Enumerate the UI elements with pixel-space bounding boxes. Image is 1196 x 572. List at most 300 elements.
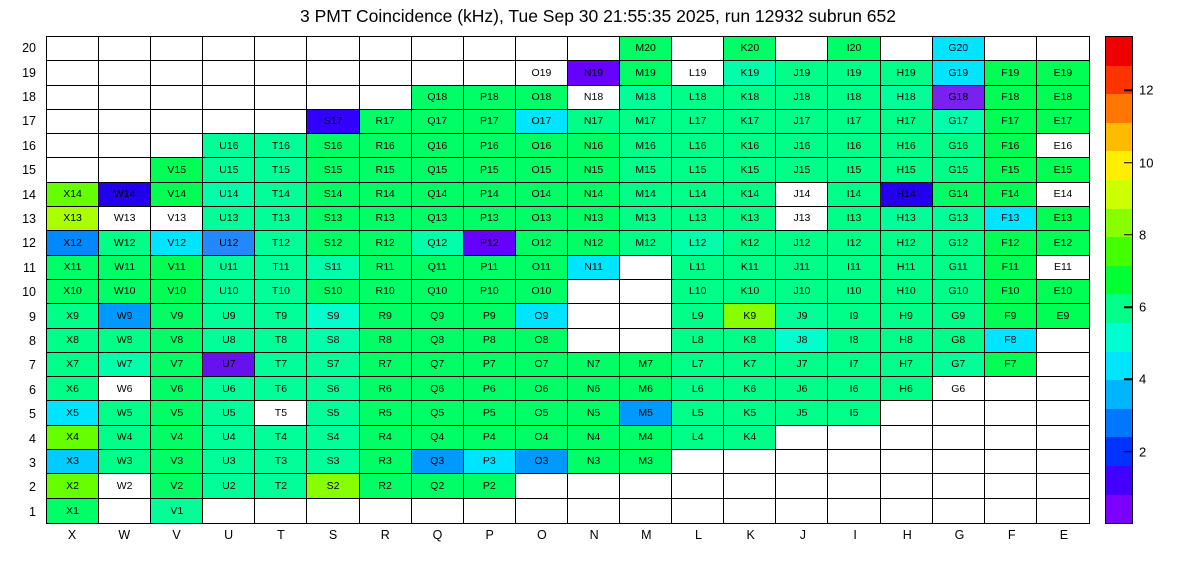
heatmap-cell <box>99 61 151 85</box>
heatmap-cell: I10 <box>828 280 880 304</box>
heatmap-cell: G19 <box>933 61 985 85</box>
heatmap-cell <box>464 37 516 61</box>
heatmap-cell: H15 <box>881 158 933 182</box>
heatmap-cell: S3 <box>307 450 359 474</box>
heatmap-cell <box>620 280 672 304</box>
colorbar-segment <box>1106 323 1132 352</box>
x-axis-tick-label: V <box>172 528 181 542</box>
heatmap-cell: E15 <box>1037 158 1089 182</box>
heatmap-cell <box>985 499 1037 523</box>
heatmap-cell: I13 <box>828 207 880 231</box>
heatmap-cell: J18 <box>776 86 828 110</box>
heatmap-cell: U10 <box>203 280 255 304</box>
heatmap-cell <box>307 86 359 110</box>
heatmap-cell: T9 <box>255 304 307 328</box>
heatmap-cell <box>516 37 568 61</box>
heatmap-cell <box>828 474 880 498</box>
heatmap-cell: P15 <box>464 158 516 182</box>
heatmap-cell: I8 <box>828 329 880 353</box>
heatmap-cell: W6 <box>99 377 151 401</box>
colorbar-segment <box>1106 266 1132 295</box>
heatmap-cell <box>151 134 203 158</box>
heatmap-cell: E18 <box>1037 86 1089 110</box>
x-axis-tick-label: M <box>641 528 652 542</box>
heatmap-cell: U8 <box>203 329 255 353</box>
heatmap-cell: V4 <box>151 426 203 450</box>
heatmap-cell: P4 <box>464 426 516 450</box>
heatmap-cell: P11 <box>464 256 516 280</box>
heatmap-cell: W11 <box>99 256 151 280</box>
heatmap-cell: P5 <box>464 401 516 425</box>
y-axis-tick-label: 14 <box>22 187 36 202</box>
heatmap-cell: I15 <box>828 158 880 182</box>
colorbar-tick-mark <box>1124 234 1133 236</box>
heatmap-cell: N13 <box>568 207 620 231</box>
heatmap-cell: Q5 <box>412 401 464 425</box>
heatmap-cell: E13 <box>1037 207 1089 231</box>
heatmap-cell: N15 <box>568 158 620 182</box>
heatmap-cell: F15 <box>985 158 1037 182</box>
heatmap-cell: T2 <box>255 474 307 498</box>
heatmap-cell <box>672 474 724 498</box>
heatmap-cell: P13 <box>464 207 516 231</box>
heatmap-cell: L6 <box>672 377 724 401</box>
heatmap-cell: M14 <box>620 183 672 207</box>
heatmap-cell: F18 <box>985 86 1037 110</box>
heatmap-cell <box>99 499 151 523</box>
heatmap-cell: V1 <box>151 499 203 523</box>
heatmap-cell: P2 <box>464 474 516 498</box>
heatmap-cell: J12 <box>776 231 828 255</box>
heatmap-cell: F7 <box>985 353 1037 377</box>
heatmap-cell: P9 <box>464 304 516 328</box>
heatmap-cell <box>464 61 516 85</box>
heatmap-cell: R10 <box>360 280 412 304</box>
colorbar-tick-label: 4 <box>1139 371 1147 387</box>
heatmap-cell: U7 <box>203 353 255 377</box>
heatmap-cell: P18 <box>464 86 516 110</box>
heatmap-cell <box>151 110 203 134</box>
heatmap-cell: N17 <box>568 110 620 134</box>
heatmap-cell: R2 <box>360 474 412 498</box>
heatmap-cell: H16 <box>881 134 933 158</box>
heatmap-cell: V5 <box>151 401 203 425</box>
heatmap-plot <box>46 36 1090 524</box>
heatmap-cell: K6 <box>724 377 776 401</box>
heatmap-cell <box>620 329 672 353</box>
heatmap-cell: U6 <box>203 377 255 401</box>
heatmap-cell: T16 <box>255 134 307 158</box>
heatmap-cell: R7 <box>360 353 412 377</box>
heatmap-cell: Q10 <box>412 280 464 304</box>
heatmap-cell: V15 <box>151 158 203 182</box>
heatmap-cell <box>568 37 620 61</box>
heatmap-cell: R5 <box>360 401 412 425</box>
heatmap-cell: H18 <box>881 86 933 110</box>
heatmap-cell: E17 <box>1037 110 1089 134</box>
heatmap-cell: E16 <box>1037 134 1089 158</box>
heatmap-cell <box>620 256 672 280</box>
heatmap-cell: H13 <box>881 207 933 231</box>
colorbar-tick-mark <box>1124 306 1133 308</box>
x-axis-tick-label: U <box>224 528 234 542</box>
heatmap-cell: J16 <box>776 134 828 158</box>
colorbar-segment <box>1106 180 1132 209</box>
heatmap-cell: U16 <box>203 134 255 158</box>
y-axis-tick-label: 6 <box>29 382 36 397</box>
heatmap-cell: S12 <box>307 231 359 255</box>
heatmap-cell: K17 <box>724 110 776 134</box>
heatmap-cell: I11 <box>828 256 880 280</box>
y-axis-tick-label: 18 <box>22 90 36 104</box>
heatmap-cell <box>933 450 985 474</box>
heatmap-cell: V14 <box>151 183 203 207</box>
heatmap-cell: O16 <box>516 134 568 158</box>
heatmap-cell <box>985 377 1037 401</box>
heatmap-cell: P16 <box>464 134 516 158</box>
heatmap-cell <box>1037 426 1089 450</box>
heatmap-cell <box>203 86 255 110</box>
heatmap-cell <box>985 426 1037 450</box>
heatmap-cell <box>672 37 724 61</box>
heatmap-cell: G10 <box>933 280 985 304</box>
heatmap-cell: L16 <box>672 134 724 158</box>
heatmap-cell <box>776 426 828 450</box>
heatmap-cell: G14 <box>933 183 985 207</box>
heatmap-cell <box>985 401 1037 425</box>
y-axis-tick-label: 16 <box>22 138 36 153</box>
heatmap-cell: J14 <box>776 183 828 207</box>
heatmap-cell: K5 <box>724 401 776 425</box>
heatmap-grid <box>46 36 1090 524</box>
heatmap-cell: S2 <box>307 474 359 498</box>
heatmap-cell: X1 <box>47 499 99 523</box>
heatmap-cell: N18 <box>568 86 620 110</box>
heatmap-cell: Q3 <box>412 450 464 474</box>
heatmap-cell <box>828 499 880 523</box>
heatmap-cell: M5 <box>620 401 672 425</box>
heatmap-cell: N6 <box>568 377 620 401</box>
heatmap-cell: J15 <box>776 158 828 182</box>
heatmap-cell <box>1037 450 1089 474</box>
heatmap-cell: J6 <box>776 377 828 401</box>
heatmap-cell <box>933 474 985 498</box>
heatmap-cell: X10 <box>47 280 99 304</box>
heatmap-cell: R11 <box>360 256 412 280</box>
heatmap-cell: G9 <box>933 304 985 328</box>
colorbar-segment <box>1106 409 1132 438</box>
heatmap-cell: H10 <box>881 280 933 304</box>
heatmap-cell <box>881 499 933 523</box>
y-axis-tick-label: 17 <box>22 114 36 129</box>
heatmap-cell: F19 <box>985 61 1037 85</box>
heatmap-cell <box>568 280 620 304</box>
heatmap-cell: E10 <box>1037 280 1089 304</box>
heatmap-cell <box>620 499 672 523</box>
heatmap-cell <box>516 499 568 523</box>
heatmap-cell: R16 <box>360 134 412 158</box>
heatmap-cell: F17 <box>985 110 1037 134</box>
heatmap-cell: M12 <box>620 231 672 255</box>
x-axis-labels <box>46 528 1090 548</box>
heatmap-cell: W3 <box>99 450 151 474</box>
heatmap-cell <box>360 499 412 523</box>
heatmap-cell: R4 <box>360 426 412 450</box>
y-axis-tick-label: 11 <box>23 260 36 275</box>
heatmap-cell: F10 <box>985 280 1037 304</box>
heatmap-cell <box>47 61 99 85</box>
heatmap-cell: X4 <box>47 426 99 450</box>
y-axis-tick-label: 1 <box>29 504 36 519</box>
heatmap-cell: G6 <box>933 377 985 401</box>
heatmap-cell: H12 <box>881 231 933 255</box>
heatmap-cell: J8 <box>776 329 828 353</box>
heatmap-cell <box>724 474 776 498</box>
heatmap-cell: I7 <box>828 353 880 377</box>
heatmap-cell: K11 <box>724 256 776 280</box>
heatmap-cell: Q16 <box>412 134 464 158</box>
heatmap-cell <box>568 499 620 523</box>
heatmap-cell: X2 <box>47 474 99 498</box>
y-axis-tick-label: 12 <box>22 236 36 251</box>
heatmap-cell <box>1037 474 1089 498</box>
heatmap-cell: N14 <box>568 183 620 207</box>
heatmap-cell: N7 <box>568 353 620 377</box>
heatmap-cell: W13 <box>99 207 151 231</box>
colorbar-segment <box>1106 294 1132 323</box>
heatmap-cell: K9 <box>724 304 776 328</box>
heatmap-cell: I19 <box>828 61 880 85</box>
heatmap-cell <box>99 158 151 182</box>
x-axis-tick-label: X <box>67 528 77 542</box>
heatmap-cell: F8 <box>985 329 1037 353</box>
heatmap-cell <box>724 450 776 474</box>
heatmap-cell: J10 <box>776 280 828 304</box>
colorbar-tick-label: 12 <box>1139 82 1154 98</box>
heatmap-cell: S15 <box>307 158 359 182</box>
heatmap-cell: H8 <box>881 329 933 353</box>
heatmap-cell: Q2 <box>412 474 464 498</box>
heatmap-cell: L19 <box>672 61 724 85</box>
heatmap-cell: X5 <box>47 401 99 425</box>
y-axis-tick-label: 10 <box>22 285 36 300</box>
heatmap-cell: H17 <box>881 110 933 134</box>
heatmap-cell <box>620 304 672 328</box>
heatmap-cell <box>1037 377 1089 401</box>
colorbar-segment <box>1106 495 1132 524</box>
heatmap-cell: G11 <box>933 256 985 280</box>
heatmap-cell: T15 <box>255 158 307 182</box>
heatmap-cell: U4 <box>203 426 255 450</box>
colorbar-segment <box>1106 237 1132 266</box>
heatmap-cell: X9 <box>47 304 99 328</box>
heatmap-cell: R14 <box>360 183 412 207</box>
heatmap-cell <box>151 86 203 110</box>
heatmap-cell: I5 <box>828 401 880 425</box>
heatmap-cell: I12 <box>828 231 880 255</box>
heatmap-cell: T8 <box>255 329 307 353</box>
heatmap-cell: H14 <box>881 183 933 207</box>
heatmap-cell <box>203 499 255 523</box>
heatmap-cell: W4 <box>99 426 151 450</box>
heatmap-cell <box>99 134 151 158</box>
x-axis-tick-label: N <box>589 528 599 542</box>
heatmap-cell <box>151 61 203 85</box>
heatmap-cell: O5 <box>516 401 568 425</box>
y-axis-labels <box>0 36 42 524</box>
heatmap-cell: G7 <box>933 353 985 377</box>
heatmap-cell: I9 <box>828 304 880 328</box>
heatmap-cell <box>151 37 203 61</box>
heatmap-cell: O8 <box>516 329 568 353</box>
heatmap-cell: G12 <box>933 231 985 255</box>
y-axis-tick-label: 7 <box>29 358 36 373</box>
heatmap-cell: S7 <box>307 353 359 377</box>
heatmap-cell: L13 <box>672 207 724 231</box>
heatmap-cell: U9 <box>203 304 255 328</box>
colorbar-ticks <box>1133 36 1193 524</box>
heatmap-cell: K20 <box>724 37 776 61</box>
heatmap-cell <box>360 37 412 61</box>
heatmap-cell: I18 <box>828 86 880 110</box>
x-axis-tick-label: S <box>328 528 338 542</box>
heatmap-cell <box>255 61 307 85</box>
heatmap-cell: O10 <box>516 280 568 304</box>
heatmap-cell <box>307 37 359 61</box>
heatmap-cell <box>568 304 620 328</box>
heatmap-cell: K7 <box>724 353 776 377</box>
heatmap-cell <box>203 37 255 61</box>
heatmap-cell: T11 <box>255 256 307 280</box>
heatmap-cell <box>568 474 620 498</box>
heatmap-cell: S14 <box>307 183 359 207</box>
heatmap-cell: O7 <box>516 353 568 377</box>
y-axis-tick-label: 3 <box>29 456 36 470</box>
heatmap-cell: H9 <box>881 304 933 328</box>
y-axis-tick-label: 13 <box>22 212 36 226</box>
heatmap-cell <box>412 37 464 61</box>
heatmap-cell: V12 <box>151 231 203 255</box>
heatmap-cell: F11 <box>985 256 1037 280</box>
heatmap-cell <box>47 37 99 61</box>
y-axis-tick-label: 15 <box>22 163 36 178</box>
heatmap-cell: W2 <box>99 474 151 498</box>
heatmap-cell: G13 <box>933 207 985 231</box>
heatmap-cell: S6 <box>307 377 359 401</box>
colorbar-segment <box>1106 123 1132 152</box>
heatmap-cell <box>203 110 255 134</box>
heatmap-cell <box>360 61 412 85</box>
heatmap-cell: F14 <box>985 183 1037 207</box>
heatmap-cell: Q7 <box>412 353 464 377</box>
heatmap-cell: O19 <box>516 61 568 85</box>
heatmap-cell: Q12 <box>412 231 464 255</box>
heatmap-cell: O11 <box>516 256 568 280</box>
x-axis-tick-label: K <box>746 528 755 542</box>
heatmap-cell: G16 <box>933 134 985 158</box>
heatmap-cell: L10 <box>672 280 724 304</box>
heatmap-cell: S17 <box>307 110 359 134</box>
heatmap-cell: O13 <box>516 207 568 231</box>
heatmap-cell: W10 <box>99 280 151 304</box>
heatmap-cell <box>1037 499 1089 523</box>
heatmap-cell: F13 <box>985 207 1037 231</box>
heatmap-cell <box>828 450 880 474</box>
heatmap-cell <box>828 426 880 450</box>
x-axis-tick-label: T <box>277 528 285 542</box>
heatmap-cell: K14 <box>724 183 776 207</box>
heatmap-cell: W9 <box>99 304 151 328</box>
heatmap-cell: T14 <box>255 183 307 207</box>
colorbar-tick-mark <box>1124 451 1133 453</box>
heatmap-cell: J7 <box>776 353 828 377</box>
x-axis-tick-label: L <box>695 528 702 542</box>
heatmap-cell: M13 <box>620 207 672 231</box>
heatmap-cell <box>47 110 99 134</box>
heatmap-cell: L4 <box>672 426 724 450</box>
heatmap-cell: U3 <box>203 450 255 474</box>
heatmap-cell: L14 <box>672 183 724 207</box>
heatmap-cell: O18 <box>516 86 568 110</box>
heatmap-cell: V8 <box>151 329 203 353</box>
heatmap-cell: W12 <box>99 231 151 255</box>
heatmap-cell <box>255 110 307 134</box>
heatmap-cell: I6 <box>828 377 880 401</box>
heatmap-cell: T10 <box>255 280 307 304</box>
heatmap-cell: V2 <box>151 474 203 498</box>
heatmap-cell: G17 <box>933 110 985 134</box>
heatmap-cell <box>47 158 99 182</box>
heatmap-cell: H11 <box>881 256 933 280</box>
y-axis-tick-label: 4 <box>29 431 36 446</box>
heatmap-cell: F12 <box>985 231 1037 255</box>
heatmap-cell <box>672 450 724 474</box>
heatmap-cell <box>99 86 151 110</box>
heatmap-cell <box>1037 329 1089 353</box>
heatmap-cell: T7 <box>255 353 307 377</box>
heatmap-cell: N19 <box>568 61 620 85</box>
colorbar-tick-label: 10 <box>1139 155 1154 171</box>
heatmap-cell: F16 <box>985 134 1037 158</box>
heatmap-cell: L12 <box>672 231 724 255</box>
heatmap-cell: M16 <box>620 134 672 158</box>
heatmap-cell: I14 <box>828 183 880 207</box>
heatmap-cell: L5 <box>672 401 724 425</box>
heatmap-cell: T4 <box>255 426 307 450</box>
heatmap-cell: S10 <box>307 280 359 304</box>
heatmap-cell: W8 <box>99 329 151 353</box>
heatmap-cell: X13 <box>47 207 99 231</box>
heatmap-cell: H19 <box>881 61 933 85</box>
heatmap-cell: L11 <box>672 256 724 280</box>
heatmap-cell: S9 <box>307 304 359 328</box>
heatmap-cell <box>881 474 933 498</box>
heatmap-cell: S13 <box>307 207 359 231</box>
heatmap-cell <box>255 37 307 61</box>
heatmap-cell: Q14 <box>412 183 464 207</box>
x-axis-tick-label: O <box>537 528 547 542</box>
heatmap-cell: R17 <box>360 110 412 134</box>
heatmap-cell: O3 <box>516 450 568 474</box>
heatmap-cell: P12 <box>464 231 516 255</box>
heatmap-cell: K13 <box>724 207 776 231</box>
colorbar-tick-label: 2 <box>1139 444 1147 460</box>
heatmap-cell: V9 <box>151 304 203 328</box>
heatmap-cell: K4 <box>724 426 776 450</box>
heatmap-cell: G20 <box>933 37 985 61</box>
heatmap-cell: U14 <box>203 183 255 207</box>
heatmap-cell: Q8 <box>412 329 464 353</box>
